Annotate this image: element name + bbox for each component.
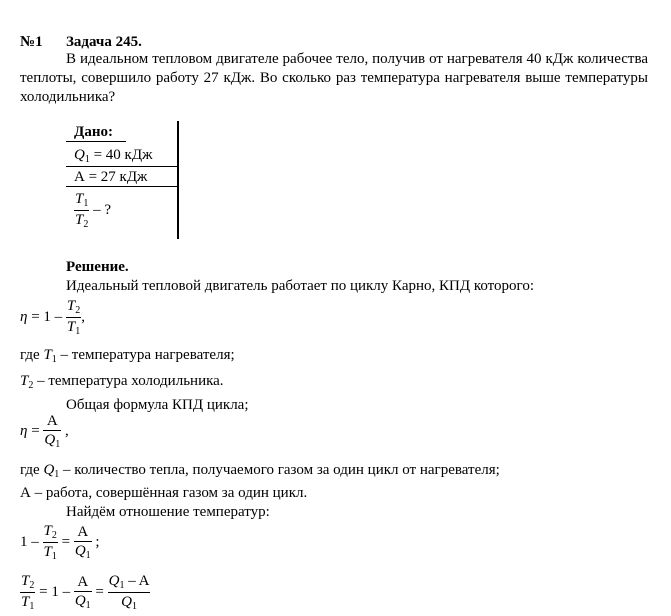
problem-title: Задача 245. [66,34,142,50]
given-row-line-2 [66,186,177,187]
formula-ratio: $\frac{T_2}{T_1}$ = 1 – $\frac{A}{Q_1}$ = $\frac{Q_1 - A}{Q_1}$ [21,573,150,612]
problem-number: №1 [20,34,43,50]
given-divider [177,121,179,239]
given-row-line-1 [66,166,177,167]
formula-efficiency: η = $\frac{A}{Q_1}$ , [20,413,69,450]
given-q1: $Q_1 = 40$ кДж [74,147,153,165]
given-find: $\frac{T_1}{T_2}$ – ? [75,191,112,230]
formula-carnot: η = 1 – $\frac{T_2}{T_1}$ , [20,298,86,337]
given-a: А = 27 кДж [74,169,148,185]
general-formula-intro: Общая формула КПД цикла; [66,397,249,413]
ratio-intro: Найдём отношение температур: [66,504,270,520]
formula-equality: 1 – $\frac{T_2}{T_1}$ = $\frac{A}{Q_1}$ ; [20,523,100,562]
given-title: Дано: [74,124,113,140]
given-underline [66,141,126,142]
problem-text: В идеальном тепловом двигателе рабочее тело, получив от нагревателя 40 кДж количества теплоты, совершило работу 27 кДж. Во сколько раз температура нагревателя выше температуры холодильника? [20,51,648,105]
where-q1: где $Q_1$ – количество тепла, получаемого газом за один цикл от нагревателя; [20,462,500,480]
where-t2: $T_2$ – температура холодильника. [20,373,224,391]
solution-intro: Идеальный тепловой двигатель работает по циклу Карно, КПД которого: [66,278,534,294]
solution-title: Решение. [66,259,129,275]
where-t1: где $T_1$ – температура нагревателя; [20,347,235,365]
where-a: А – работа, совершённая газом за один цикл. [20,485,308,501]
